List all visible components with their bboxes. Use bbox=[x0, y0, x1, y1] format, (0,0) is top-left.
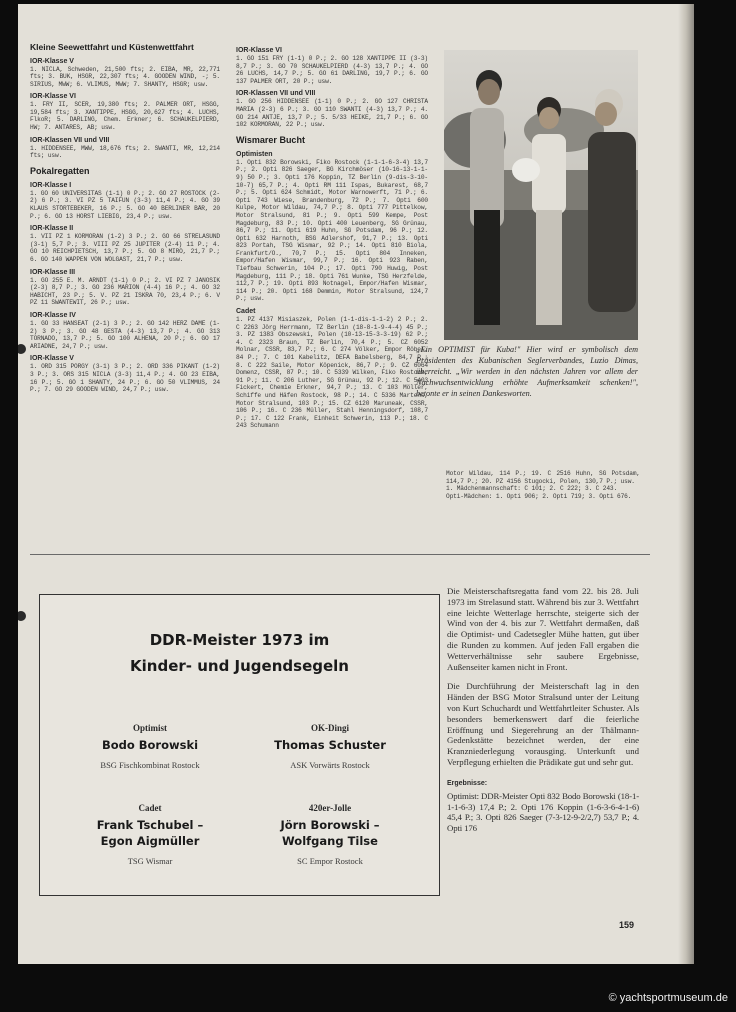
class-heading: Optimisten bbox=[236, 150, 273, 158]
results-paragraph: 1. FRY II, SCER, 19,380 fts; 2. PALMER ORT, HSGG, 19,584 fts; 3. XANTIPPE, HSGG, 20,627 fts; 4. LUCHS, FlkoR; 5. DARLING, Chem. Erkner; 6. SCHAUKELPIERD, HW; 7. ANTARES, AB; usw. bbox=[30, 101, 220, 132]
champion-club: BSG Fischkombinat Rostock bbox=[100, 760, 200, 770]
champion-420er bbox=[240, 803, 420, 866]
results-continuation-text: Motor Wildau, 114 P.; 19. C 2516 Huhn, SG Potsdam, 114,7 P.; 20. PZ 4156 Stugocki, Polen, 130,7 P.; usw. bbox=[446, 470, 640, 485]
class-heading: IOR-Klasse II bbox=[30, 225, 74, 233]
boat-class: OK-Dingi bbox=[310, 723, 349, 733]
report-paragraph-1: Die Meisterschaftsregatta fand vom 22. bis 28. Juli 1973 im Strelasund statt. Während bis zur 3. Wettfahrt eine leichte Wetterlage herrschte, steigerte sich der Wind von der 4. bis zur 7. Wettfahrt dermaßen, daß die Optimist- und Cadetsegler Mühe hatten, gut über die Runden zu kommen. Auf jeden Fall ergaben die Wetterverhältnisse sehr saubere Ergebnisse, Außenseiter kamen nicht in Front. bbox=[447, 586, 639, 672]
page-number: 159 bbox=[619, 920, 635, 930]
class-heading: IOR-Klasse III bbox=[30, 268, 76, 276]
champions-title-line-1: DDR-Meister 1973 im bbox=[149, 631, 330, 649]
boat-class: Optimist bbox=[132, 723, 167, 733]
results-paragraph: 1. GO 33 HANSEAT (2-1) 3 P.; 2. GO 142 HERZ DAME (1-2) 3 P.; 3. GO 48 GESTA (4-3) 13,7 P.; 4. GO 313 TORNADO, 13,7 P.; 5. GO 100 ALHENA, 20 P.; 6. GO 17 ARIADNE, 24,7 P.; usw. bbox=[30, 319, 220, 350]
champion-club: SC Empor Rostock bbox=[297, 856, 363, 866]
boat-class: Cadet bbox=[138, 803, 162, 813]
report-paragraph-2: Die Durchführung der Meisterschaft lag in den Händen der BSG Motor Stralsund unter der Leitung von Kurt Schuchardt und Wettfahrtleiter Schuster. Als besonders bemerkenswert darf die feierliche Eröffnung und Siegerehrung an der Thälmann-Gedenkstätte bezeichnet werden, der eine Kranzniederlegung vorausging. Unterkunft und Verpflegung erhielten die Prädikate gut und sehr gut. bbox=[447, 681, 639, 767]
results-paragraph: 1. GO 60 UNIVERSITAS (1-1) 0 P.; 2. GO 27 ROSTOCK (2-2) 6 P.; 3. VI PZ 5 TAIFUN (3-3) 11,4 P.; 4. GO 39 KLAUS STÖRTEBEKER, 16 P.; 5. GO 40 BERLINER BÄR, 20 P.; 6. GO 13 HORST LIEBIG, 23,4 P.; usw. bbox=[30, 189, 220, 220]
watermark: © yachtsportmuseum.de bbox=[608, 992, 728, 1004]
girls-team-results: 1. Mädchenmannschaft: C 101; 2. C 222; 3. C 243. bbox=[446, 485, 618, 493]
champion-club: TSG Wismar bbox=[127, 856, 173, 866]
results-paragraph: 1. VII PZ 1 KORMORAN (1-2) 3 P.; 2. GO 66 STRELASUND (3-1) 5,7 P.; 3. VIII PZ 25 JUPITER (2-4) 11 P.; 4. GO 10 REICHPIETSCH, 13,7 P.; 5. GO 8 MIRO, 21,7 P.; 6. GO 140 WAPPEN VON WOLGAST, 21,7 P.; usw. bbox=[30, 233, 220, 263]
champion-name-1: Frank Tschubel – bbox=[96, 818, 204, 832]
champion-name-1: Jörn Borowski – bbox=[280, 818, 380, 832]
boat-class: 420er-Jolle bbox=[308, 803, 352, 813]
class-heading: IOR-Klasse I bbox=[30, 181, 72, 189]
class-heading: Cadet bbox=[236, 308, 256, 316]
class-heading: IOR-Klassen VII und VIII bbox=[30, 136, 110, 144]
champion-name-2: Egon Aigmüller bbox=[100, 834, 200, 848]
results-paragraph: 1. Opti 832 Borowski, Fiko Rostock (1-1-1-6-3-4) 13,7 P.; 2. Opti 826 Saeger, BG Kirchmöser (10-16-13-1-1-9) 50 P.; 3. Opti 176 Koppin, TZ Berlin (9-dis-3-10-10-7) 65,7 P.; 4. Opti RM 111 Ispas, Bukarest, 68,7 P.; 5. Opti 624 Schmidt, Motor Warnowerft, 71 P.; 6. Opti 743 Wiese, Brandenburg, 72 P.; 7. Opti 600 Kulpe, Motor Wildau, 74,7 P.; 8. Opti 777 Pittelkow, Motor Stralsund, 81 P.; 9. Opti 599 Kempe, Post Magdeburg, 83 P.; 10. Opti 400 Leuenberg, SG Grünau, 86,7 P.; 11. Opti 619 Huhn, SG Potsdam, 96 P.; 12. Opti 632 Harnoth, BSG Adlershof, 91,7 P.; 13. Opti 823 Portah, TSG Wismar, 92 P.; 14. Opti 810 Biola, Frankfurt/O., 70,7 P.; 15. Opti 804 Inneken, Empor/Hafen Wismar, 99,7 P.; 16. Opti 923 Raben, Tiefbau Schwerin, 104 P.; 17. Opti 790 Huwig, Post Magdeburg, 111 P.; 18. Opti 761 Wunke, TSG Herzfelde, 112,7 P.; 19. Opti 893 Notnagel, Empor/Hafen Wismar, 114 P.; 20. Opti 168 Demmin, Motor Stralsund, 124,7 P.; usw. bbox=[236, 158, 428, 303]
champion-name: Bodo Borowski bbox=[101, 738, 199, 752]
class-heading: IOR-Klasse V bbox=[30, 355, 74, 363]
results-paragraph: 1. GO 255 E. M. ARNDT (1-1) 0 P.; 2. VI PZ 7 JANOSIK (2-3) 8,7 P.; 3. GO 236 MARION (4-4) 16 P.; 4. GO 32 HABICHT, 23 P.; 5. V. PZ 21 ISKRA 70, 23,4 P.; 6. V PZ 11 SWANTEWIT, 26 P.; usw. bbox=[30, 276, 220, 307]
champion-club: ASK Vorwärts Rostock bbox=[290, 760, 370, 770]
results-paragraph: 1. ORD 315 PORGY (3-1) 3 P.; 2. ORD 336 PIKANT (1-2) 3 P.; 3. ORS 315 NICLA (3-3) 11,4 P.; 4. GO 23 EIBA, 16 P.; 5. GO 1 SHANTY, 24 P.; 6. GO 50 VLIMMUS, 24 P.; 7. GO 29 GOODEN WIND, 24,7 P.; usw. bbox=[30, 363, 220, 394]
class-heading: IOR-Klasse IV bbox=[30, 311, 76, 319]
championship-report bbox=[447, 586, 639, 834]
section-heading: Pokalregatten bbox=[30, 165, 90, 176]
results-paragraph: 1. GO 256 HIDDENSEE (1-1) 0 P.; 2. GO 127 CHRISTA MARIA (2-3) 6 P.; 3. GO 110 SWANTI (4-3) 13,7 P.; 4. GO 214 ANTJE, 13,7 P.; 5. 5/33 HEIKE, 21,7 P.; 6. GO 102 KORMORAN, 22 P.; usw. bbox=[236, 98, 428, 129]
left-results-column bbox=[30, 42, 220, 394]
section-divider bbox=[30, 554, 650, 555]
results-paragraph: 1. HIDDENSEE, MWW, 18,676 fts; 2. SWANTI, MR, 12,214 fts; usw. bbox=[30, 144, 220, 160]
champions-box bbox=[39, 594, 440, 896]
champion-cadet bbox=[60, 803, 240, 866]
binder-holes bbox=[18, 4, 30, 964]
photo-caption: „Ein OPTIMIST für Kuba!" Hier wird er symbolisch dem Präsidenten des Kubanischen Seglerverbandes, Luzio Dimas, überreicht. „Wir werden in den nächsten Jahren vor allem der Nachwuchsentwicklung erhöhte Aufmerksamkeit schenken!", betonte er in seinen Dankesworten. bbox=[416, 345, 638, 398]
class-heading: IOR-Klasse VI bbox=[30, 93, 76, 101]
results-heading: Ergebnisse: bbox=[447, 779, 488, 787]
class-heading: IOR-Klassen VII und VIII bbox=[236, 90, 316, 98]
champion-name: Thomas Schuster bbox=[274, 738, 386, 752]
results-paragraph: 1. PZ 4137 Misiaszek, Polen (1-1-dis-1-1-2) 2 P.; 2. C 2263 Jörg Herrmann, TZ Berlin (18-8-1-9-4-4) 45 P.; 3. PZ 1383 Obszewski, Polen (10-13-15-3-3-19) 62 P.; 4. C 2323 Braun, TZ Berlin, 70,4 P.; 5. CZ 6052 Molnar, CSSR, 83,7 P.; 6. C 274 Völker, Empor Röbel, 84 P.; 7. C 101 Kabelitz, DEFA Babelsberg, 84,7 P.; 8. C 222 Saile, Motor Köpenick, 86,7 P.; 9. CZ 6064 Domenz, CSSR, 87 P.; 10. C 5339 Wilken, Fiko Rostock, 91 P.; 11. C 206 Luther, SG Grünau, 92 P.; 12. C 5403 Fickert, Chemie Erkner, 94,7 P.; 13. C 103 Möller, Schiffe und Häfen Rostock, 98 P.; 14. C 5336 Martens, Motor Stralsund, 103 P.; 15. CZ 6120 Maruneak, CSSR, 106 P.; 16. C 236 Müller, Stahl Henningsdorf, 108,7 P.; 17. C 122 Frank, Einheit Schwerin, 113 P.; 18. C 243 Schumann bbox=[236, 316, 428, 430]
results-text: Optimist: DDR-Meister Opti 832 Bodo Borowski (18-1-1-1-6-3) 17,4 P.; 2. Opti 176 Koppin (1-6-3-6-4-1-6) 45,4 P.; 3. Opti 826 Saeger (7-3-12-9-2/2,7) 53,7 P.; 4. Opti 176 bbox=[447, 790, 639, 834]
champion-name-2: Wolfgang Tilse bbox=[282, 834, 378, 848]
optimist-handover-photo bbox=[444, 50, 638, 340]
page-spine-shadow bbox=[678, 4, 694, 964]
right-results-continuation bbox=[446, 470, 640, 500]
results-paragraph: 1. GO 151 FRY (1-1) 0 P.; 2. GO 128 XANTIPPE II (3-3) 8,7 P.; 3. GO 70 SCHAUKELPIERD (4-3) 13,7 P.; 4. GO 26 LUCHS, 14,7 P.; 5. GO 61 DARLING, 19,7 P.; 6. GO 137 PALMER ORT, 20 P.; usw. bbox=[236, 55, 428, 85]
results-paragraph: 1. NICLA, Schweden, 21,500 fts; 2. EIBA, MR, 22,771 fts; 3. BUK, HSGR, 22,307 fts; 4. GOODEN WIND, -; 5. SIRIUS, MWW; 6. VLIMUS, MWW; 7. SHANTY, HSGR; usw. bbox=[30, 65, 220, 88]
champion-ok-dingi bbox=[240, 723, 420, 770]
champion-optimist bbox=[60, 723, 240, 770]
section-heading: Wismarer Bucht bbox=[236, 134, 305, 145]
section-heading: Kleine Seewettfahrt und Küstenwettfahrt bbox=[30, 42, 194, 52]
class-heading: IOR-Klasse V bbox=[30, 57, 74, 65]
magazine-page bbox=[18, 4, 694, 964]
champions-title-line-2: Kinder- und Jugendsegeln bbox=[130, 657, 349, 675]
opti-girls-results: Opti-Mädchen: 1. Opti 906; 2. Opti 719; 3. Opti 676. bbox=[446, 492, 632, 500]
class-heading: IOR-Klasse VI bbox=[236, 47, 282, 54]
middle-results-column bbox=[236, 42, 428, 430]
